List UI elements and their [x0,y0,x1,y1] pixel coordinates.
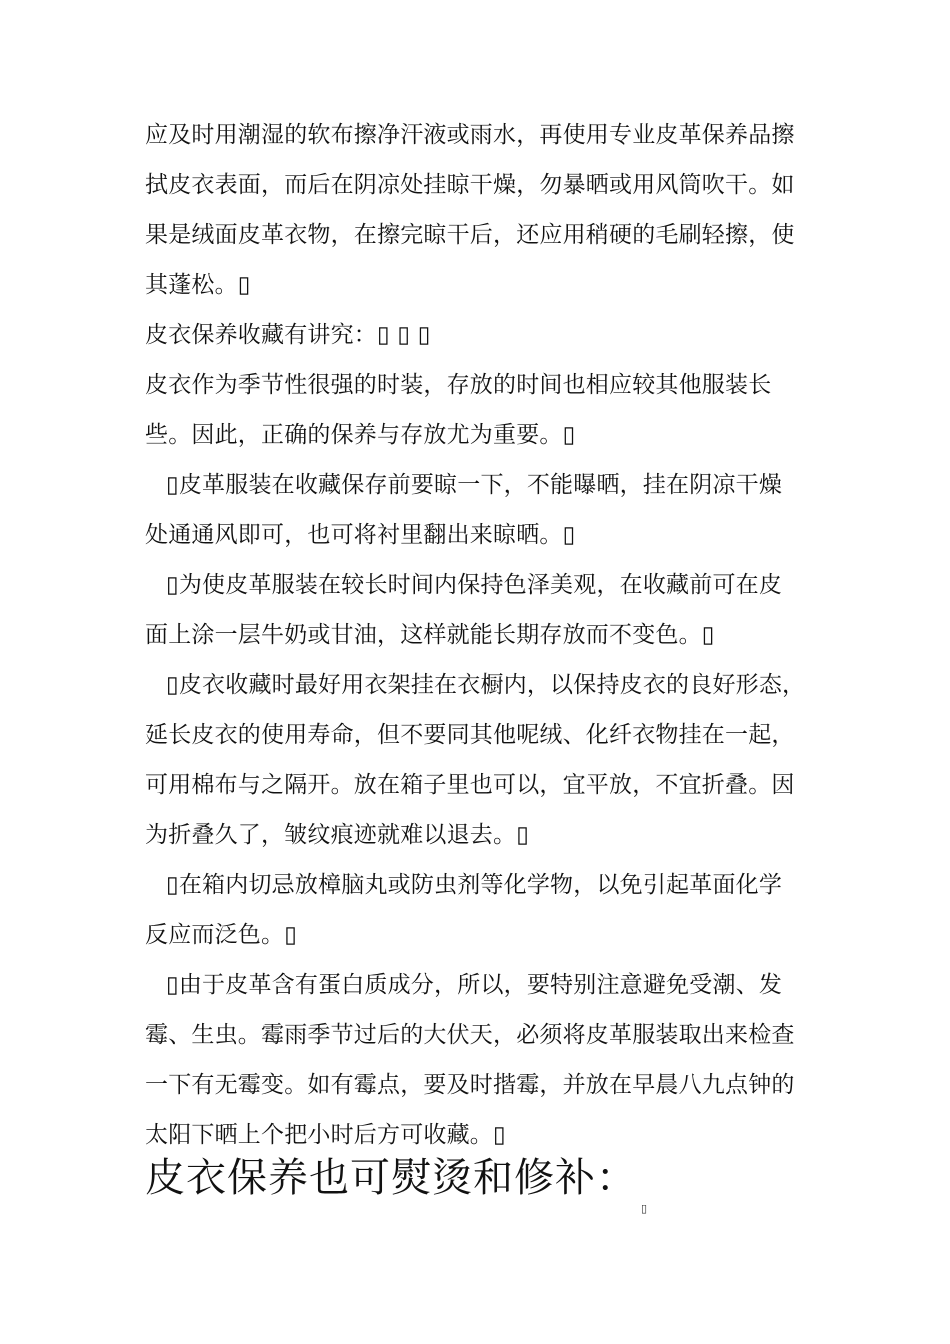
paragraph-line: 应及时用潮湿的软布擦净汗液或雨水，再使用专业皮革保养品擦 [145,122,795,148]
list-item-line: 反应而泛色。▯ [145,922,298,948]
paragraph-line: 皮衣作为季节性很强的时装，存放的时间也相应较其他服装长 [145,372,772,398]
list-item-line: 面上涂一层牛奶或甘油，这样就能长期存放而不变色。▯ [145,622,715,648]
list-item-line: ▯皮革服装在收藏保存前要晾一下，不能曝晒，挂在阴凉干燥 [166,472,783,498]
list-item-line: 处通通风即可，也可将衬里翻出来晾晒。▯ [145,522,576,548]
list-item-line: 一下有无霉变。如有霉点，要及时揩霉，并放在早晨八九点钟的 [145,1072,795,1098]
list-item-line: ▯为使皮革服装在较长时间内保持色泽美观，在收藏前可在皮 [166,572,783,598]
list-item-line: ▯由于皮革含有蛋白质成分，所以，要特别注意避免受潮、发 [166,972,783,998]
placeholder-glyph: ▯ [641,1202,648,1215]
section-label: 皮衣保养收藏有讲究：▯ ▯ ▯ [145,322,431,348]
section-heading: 皮衣保养也可熨烫和修补： [145,1155,637,1201]
list-item-line: ▯在箱内切忌放樟脑丸或防虫剂等化学物，以免引起革面化学 [166,872,783,898]
paragraph-line: 其蓬松。▯ [145,272,251,298]
list-item-line: 霉、生虫。霉雨季节过后的大伏天，必须将皮革服装取出来检查 [145,1022,795,1048]
list-item-line: 太阳下晒上个把小时后方可收藏。▯ [145,1122,506,1148]
list-item-line: 为折叠久了，皱纹痕迹就难以退去。▯ [145,822,530,848]
list-item-line: ▯皮衣收藏时最好用衣架挂在衣橱内，以保持皮衣的良好形态， [166,672,806,698]
paragraph-line: 些。因此，正确的保养与存放尤为重要。▯ [145,422,576,448]
list-item-line: 可用棉布与之隔开。放在箱子里也可以，宜平放，不宜折叠。因 [145,772,795,798]
paragraph-line: 果是绒面皮革衣物，在擦完晾干后，还应用稍硬的毛刷轻擦，使 [145,222,795,248]
list-item-line: 延长皮衣的使用寿命，但不要同其他呢绒、化纤衣物挂在一起， [145,722,795,748]
paragraph-line: 拭皮衣表面，而后在阴凉处挂晾干燥，勿暴晒或用风筒吹干。如 [145,172,795,198]
